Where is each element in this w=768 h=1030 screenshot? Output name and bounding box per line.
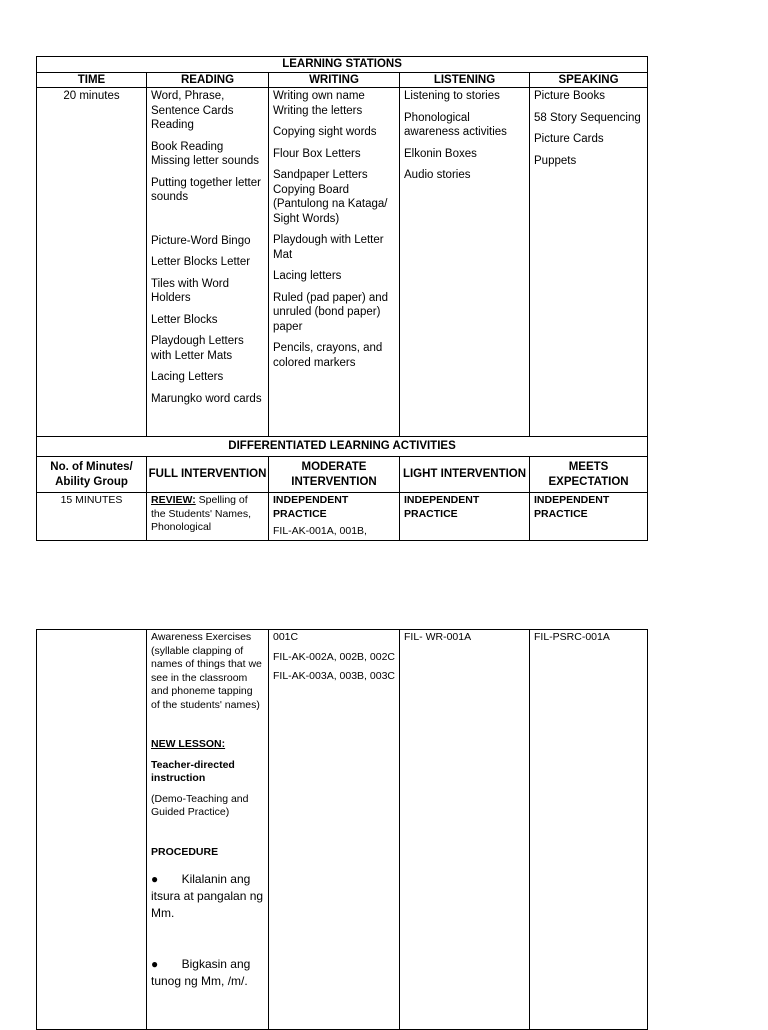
speaking-item: 58 Story Sequencing bbox=[534, 111, 641, 124]
bullet-icon: ● bbox=[151, 872, 159, 886]
dla-minutes-cell bbox=[37, 493, 147, 541]
dla-header-moderate: MODERATE INTERVENTION bbox=[269, 457, 400, 493]
listening-item: Audio stories bbox=[404, 169, 471, 181]
writing-cell bbox=[269, 88, 400, 437]
header-time: TIME bbox=[37, 72, 147, 88]
dla-header-minutes: No. of Minutes/ Ability Group bbox=[37, 457, 147, 493]
reading-cell bbox=[147, 88, 269, 437]
review-label: REVIEW: bbox=[151, 494, 196, 506]
light-practice-label: INDEPENDENT PRACTICE bbox=[404, 494, 480, 520]
header-writing: WRITING bbox=[269, 72, 400, 88]
moderate-code: FIL-AK-002A, 002B, 002C bbox=[273, 650, 395, 663]
cont-light-cell bbox=[400, 630, 530, 1030]
light-code: FIL- WR-001A bbox=[404, 631, 472, 643]
writing-item: Copying sight words bbox=[273, 126, 377, 138]
writing-item: Writing own name Writing the letters bbox=[273, 90, 365, 117]
header-reading: READING bbox=[147, 72, 269, 88]
reading-item: Word, Phrase, Sentence Cards Reading bbox=[151, 90, 234, 131]
dla-meets-cell bbox=[530, 493, 648, 541]
dla-header-meets: MEETS EXPECTATION bbox=[530, 457, 648, 493]
writing-item: Sandpaper Letters Copying Board (Pantulong na Kataga/ Sight Words) bbox=[273, 169, 388, 225]
bullet-text: Bigkasin ang tunog ng Mm, /m/. bbox=[151, 957, 251, 988]
dla-header-light: LIGHT INTERVENTION bbox=[400, 457, 530, 493]
dla-title: DIFFERENTIATED LEARNING ACTIVITIES bbox=[37, 437, 648, 457]
time-value: 20 minutes bbox=[63, 90, 120, 102]
dla-full-cell bbox=[147, 493, 269, 541]
cont-full-cell bbox=[147, 630, 269, 1030]
header-speaking: SPEAKING bbox=[530, 72, 648, 88]
reading-item: Playdough Letters with Letter Mats bbox=[151, 335, 244, 362]
writing-item: Playdough with Letter Mat bbox=[273, 234, 384, 261]
bullet-text: Kilalanin ang itsura at pangalan ng Mm. bbox=[151, 872, 264, 920]
new-lesson-label: NEW LESSON: bbox=[151, 738, 226, 750]
meets-practice-label: INDEPENDENT PRACTICE bbox=[534, 494, 610, 520]
speaking-item: Picture Cards bbox=[534, 133, 604, 145]
moderate-code: FIL-AK-001A, 001B, bbox=[273, 525, 367, 537]
speaking-item: Puppets bbox=[534, 154, 577, 167]
reading-item: Lacing Letters bbox=[151, 371, 224, 383]
review-text: Spelling of the Students' Names, Phonological bbox=[151, 494, 252, 533]
writing-item: Flour Box Letters bbox=[273, 147, 361, 160]
writing-item: Lacing letters bbox=[273, 270, 342, 282]
speaking-cell bbox=[530, 88, 648, 437]
time-cell bbox=[37, 88, 147, 437]
speaking-item: Picture Books bbox=[534, 90, 605, 102]
dla-light-cell bbox=[400, 493, 530, 541]
cont-meets-cell bbox=[530, 630, 648, 1030]
procedure-bullet bbox=[151, 871, 264, 922]
teacher-directed-label: Teacher-directed instruction bbox=[151, 758, 235, 784]
moderate-code: 001C bbox=[273, 631, 299, 643]
cont-minutes-cell bbox=[37, 630, 147, 1030]
learning-stations-table bbox=[36, 56, 648, 541]
reading-item: Tiles with Word Holders bbox=[151, 277, 229, 304]
moderate-practice-label: INDEPENDENT PRACTICE bbox=[273, 494, 349, 520]
listening-cell bbox=[400, 88, 530, 437]
dla-header-full: FULL INTERVENTION bbox=[147, 457, 269, 493]
listening-item: Phonological awareness activities bbox=[404, 111, 507, 138]
reading-item: Letter Blocks Letter bbox=[151, 256, 251, 268]
procedure-label: PROCEDURE bbox=[151, 845, 219, 858]
awareness-exercises-text: Awareness Exercises (syllable clapping of names of things that we see in the classroom and phoneme tapping of the students' names) bbox=[151, 631, 262, 711]
writing-item: Ruled (pad paper) and unruled (bond paper) paper bbox=[273, 291, 389, 333]
reading-item: Picture-Word Bingo bbox=[151, 234, 251, 247]
reading-item: Marungko word cards bbox=[151, 392, 262, 405]
header-listening: LISTENING bbox=[400, 72, 530, 88]
cont-moderate-cell bbox=[269, 630, 400, 1030]
dla-moderate-cell bbox=[269, 493, 400, 541]
reading-item: Book Reading Missing letter sounds bbox=[151, 140, 260, 167]
writing-item: Pencils, crayons, and colored markers bbox=[273, 342, 383, 369]
meets-code: FIL-PSRC-001A bbox=[534, 631, 610, 643]
bullet-icon: ● bbox=[151, 957, 159, 971]
dla-continuation-table bbox=[36, 629, 648, 1030]
reading-item: Letter Blocks bbox=[151, 313, 218, 326]
reading-item: Putting together letter sounds bbox=[151, 176, 261, 203]
listening-item: Listening to stories bbox=[404, 90, 500, 102]
dla-minutes-value: 15 MINUTES bbox=[60, 494, 123, 506]
demo-text: (Demo-Teaching and Guided Practice) bbox=[151, 792, 249, 818]
moderate-code: FIL-AK-003A, 003B, 003C bbox=[273, 670, 395, 682]
learning-stations-title: LEARNING STATIONS bbox=[37, 57, 648, 73]
listening-item: Elkonin Boxes bbox=[404, 147, 477, 160]
procedure-bullet bbox=[151, 956, 264, 990]
